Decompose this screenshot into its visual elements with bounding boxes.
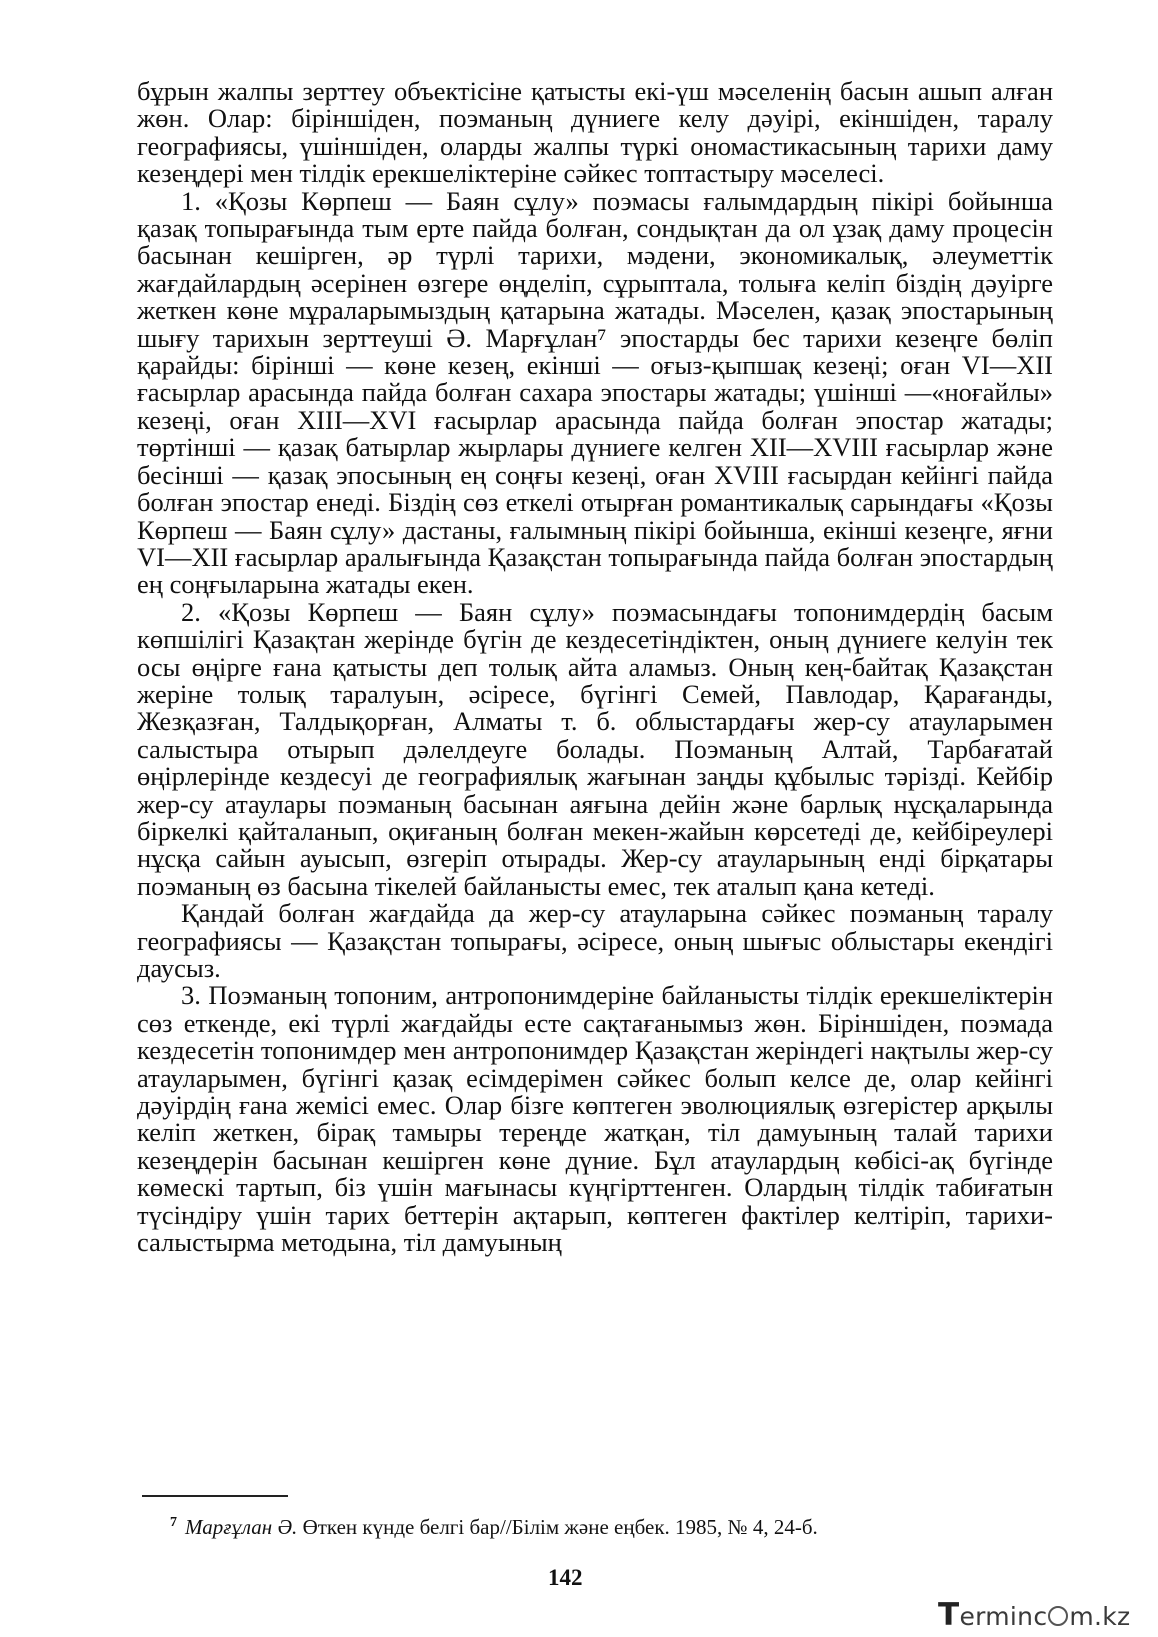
paragraph-point-2: 2. «Қозы Көрпеш — Баян сұлу» поэмасындағы топонимдердің басым көпшілігі Қазақтан жерінде бүгін де кездесетіндіктен, оның дүниеге келуін тек осы өңірге ғана қатысты деп толық айта аламыз. Оның кең-байтақ Қазақстан жеріне толық таралуын, әсіресе, бүгінгі Семей, Павлодар, Қарағанды, Жезқазған, Талдықорған, Алматы т. б. облыстардағы жер-су атауларымен салыстыра отырып дәлелдеуге болады. Поэманың Алтай, Тарбағатай өңірлерінде кездесуі де географиялық жағынан заңды құбылыс тәрізді. Кейбір жер-су атаулары поэманың басынан аяғына дейін және барлық нұсқаларында біркелкі қайталанып, оқиғаның болған мекен-жайын көрсетеді де, кейбіреулері нұсқа сайын ауысып, өзгеріп отырады. Жер-су атауларының енді бірқатары поэманың өз басына тікелей байланысты емес, тек аталып қана кетеді. [137,596,1053,901]
paragraph-continuation: бұрын жалпы зерттеу объектісіне қатысты екі-үш мәселенің басын ашып алған жөн. Олар: біріншіден, поэманың дүниеге келу дәуірі, екіншіден, таралу географиясы, үшіншіден, оларды жалпы түркі ономастикасының тарихи даму кезеңдері мен тілдік ерекшеліктеріне сәйкес топтастыру мәселесі. [137,76,1053,189]
paragraph-conclusion: Қандай болған жағдайда да жер-су атауларына сәйкес поэманың таралу географиясы — Қазақстан топырағы, әсіресе, оның шығыс облыстары екендігі даусыз. [137,898,1053,983]
watermark-c: c [1033,1602,1048,1631]
paragraph-point-3: 3. Поэманың топоним, антропонимдеріне байланысты тілдік ерекшеліктерін сөз еткенде, екі түрлі жағдайды есте сақтағанымыз жөн. Біріншіден, поэмада кездесетін топонимдер мен антропонимдер Қазақстан жеріндегі нақтылы жер-су атауларымен, бүгінгі қазақ есімдерімен сәйкес болып келсе де, олар кейінгі дәуірдің ғана жемісі емес. Олар бізге көптеген эволюциялық өзгерістер арқылы келіп жеткен, бірақ тамыры тереңде жатқан, тіл дамуының талай тарихи кезеңдерін басынан кешірген көне дүние. Бұл атаулардың көбісі-ақ бүгінде көмескі тартып, біз үшін мағынасы күңгірттенген. Олардың тілдік табиғатын түсіндіру үшін тарих беттерін ақтарып, көптеген фактілер келтіріп, тарихи-салыстырма методына, тіл дамуының [137,980,1053,1258]
watermark-o-icon [1048,1606,1068,1626]
page-body [137,78,1053,1256]
watermark-text: ermin [959,1602,1034,1631]
footnote-author: Марғұлан Ә. [185,1515,298,1539]
footnote-citation: Өткен күнде белгі бар//Білім және еңбек. 1985, № 4, 24-б. [302,1515,818,1539]
paragraph-point-1: 1. «Қозы Көрпеш — Баян сұлу» поэмасы ғалымдардың пікірі бойынша қазақ топырағында тым ерте пайда болған, сондықтан да ол ұзақ даму процесін басынан кешірген, әр түрлі тарихи, мәдени, экономикалық, әлеуметтік жағдайлардың әсерінен өзгере өңделіп, сұрыптала, толыға келіп біздің дәуірге жеткен көне мұраларымыздың қатарына жатады. Мәселен, қазақ эпостарының шығу тарихын зерттеуші Ә. Марғұлан⁷ эпостарды бес тарихи кезеңге бөліп қарайды: бірінші — көне кезең, екінші — оғыз-қыпшақ кезеңі; оған VI—XII ғасырлар арасында пайда болған сахара эпостары жатады; үшінші —«ноғайлы» кезеңі, оған XIII—XVI ғасырлар арасында пайда болған эпостар жатады; төртінші — қазақ батырлар жырлары дүниеге келген XII—XVIII ғасырлар және бесінші — қазақ эпосының ең соңғы кезеңі, оған XVIII ғасырдан кейінгі пайда болған эпостар енеді. Біздің сөз еткелі отырған романтикалық сарындағы «Қозы Көрпеш — Баян сұлу» дастаны, ғалымның пікірі бойынша, екінші кезеңге, яғни VI—XII ғасырлар аралығында Қазақстан топырағында пайда болған эпостардың ең соңғыларына жатады екен. [137,185,1053,600]
page-number: 142 [548,1565,583,1590]
site-watermark [938,1597,1130,1633]
footnote-divider [142,1495,288,1497]
footnote [170,1510,1050,1540]
footnote-marker: 7 [170,1515,177,1530]
watermark-initial: T [938,1597,960,1633]
watermark-domain: m.kz [1069,1602,1131,1631]
